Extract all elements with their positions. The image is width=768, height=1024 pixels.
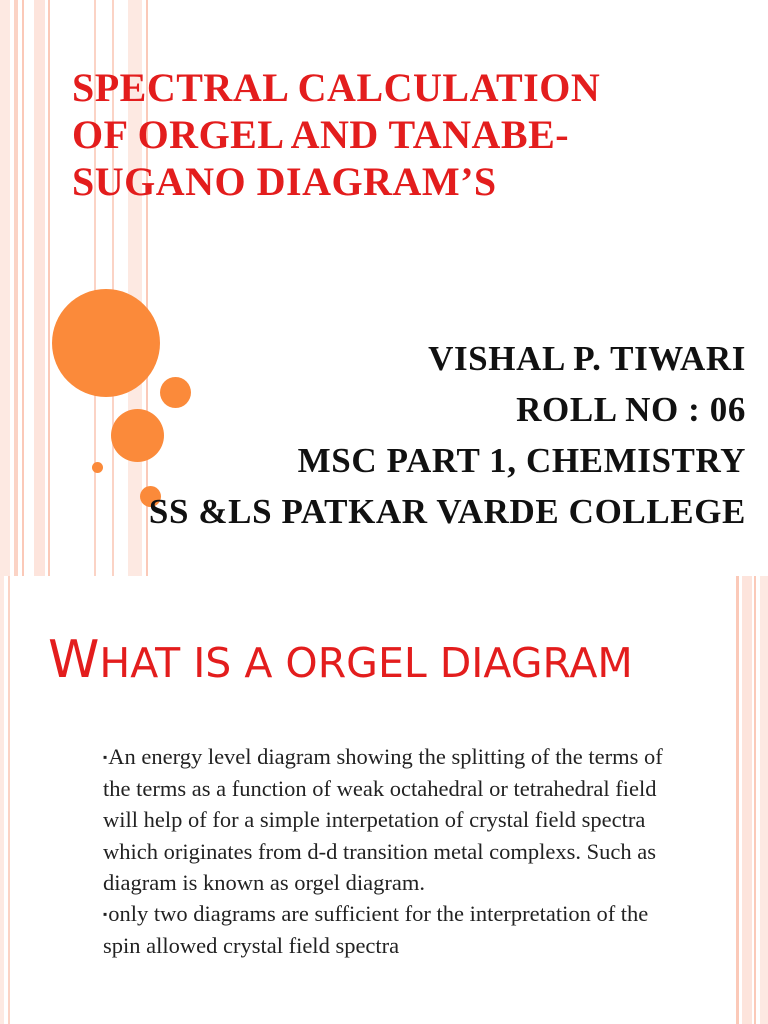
title-line: SPECTRAL CALCULATION (72, 65, 601, 110)
bullet-item (103, 898, 678, 961)
decorative-stripe (22, 0, 24, 576)
college: SS &LS PATKAR VARDE COLLEGE (148, 492, 746, 531)
decorative-stripe (0, 0, 10, 576)
course: MSC PART 1, CHEMISTRY (297, 441, 746, 480)
author-name: VISHAL P. TIWARI (428, 339, 746, 378)
title-first-letter: W (48, 630, 100, 690)
decorative-stripe (48, 0, 50, 576)
slide-body (103, 741, 678, 961)
decorative-stripe (736, 576, 739, 1024)
decorative-stripe (0, 576, 4, 1024)
title-line: OF ORGEL AND TANABE- (72, 112, 570, 157)
content-slide (0, 576, 768, 1024)
decorative-stripe (34, 0, 45, 576)
bullet-text: only two diagrams are sufficient for the interpretation of the spin allowed crystal field spectra (103, 901, 649, 959)
decorative-stripe (14, 0, 18, 576)
title-rest: HAT IS A ORGEL DIAGRAM (99, 639, 633, 687)
slide-title (48, 630, 633, 693)
bullet-item (103, 741, 678, 898)
title-line: SUGANO DIAGRAM’S (72, 159, 497, 204)
decorative-circle-large (52, 289, 160, 397)
decorative-stripe (8, 576, 10, 1024)
decorative-circle-dot (92, 462, 103, 473)
author-info (149, 333, 746, 537)
decorative-stripe (742, 576, 752, 1024)
bullet-marker: ▪ (103, 750, 108, 764)
slide-title (72, 64, 732, 205)
decorative-stripe (760, 576, 768, 1024)
roll-number: ROLL NO : 06 (516, 390, 746, 429)
decorative-stripe (754, 576, 756, 1024)
bullet-marker: ▪ (103, 907, 108, 922)
bullet-text: An energy level diagram showing the splitting of the terms of the terms as a function of weak octahedral or tetrahedral field will help of for a simple interpetation of crystal field spectra which originates from d-d transition metal complexs. Such as diagram is known as orgel diagram. (103, 744, 663, 895)
